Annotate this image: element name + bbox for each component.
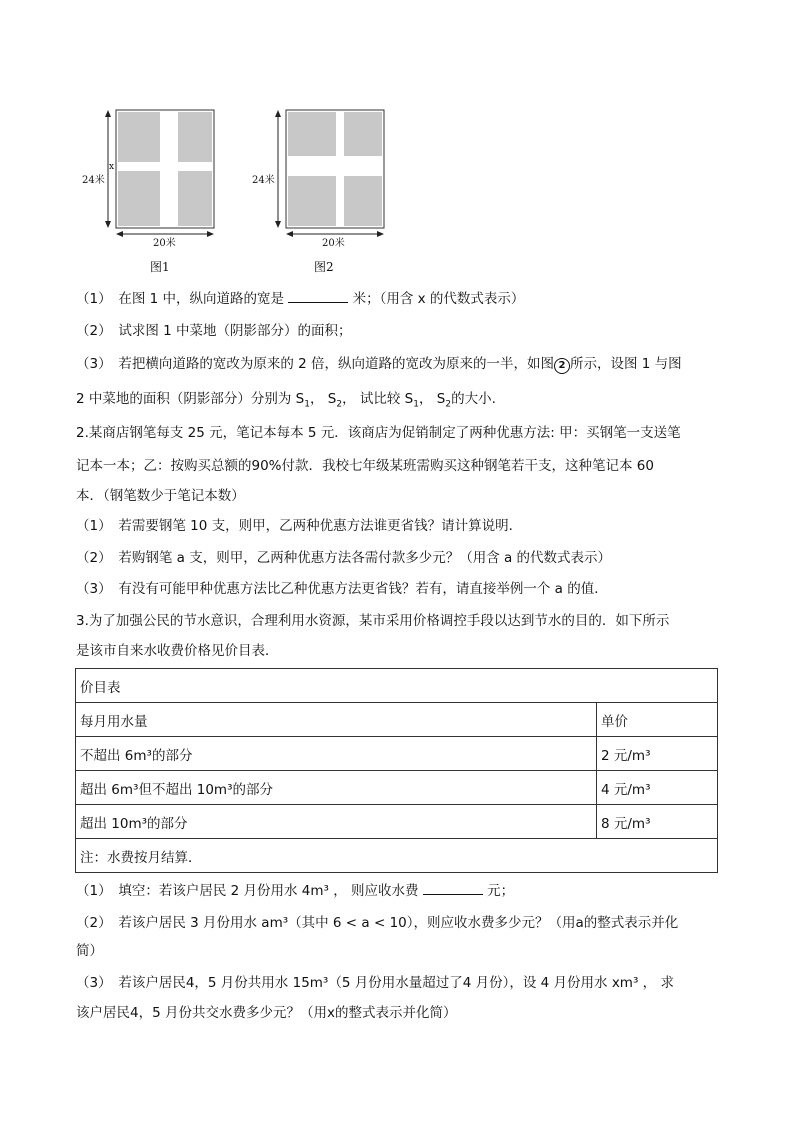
header-usage: 每月用水量 bbox=[76, 703, 597, 737]
p3-question-2: （2） 若该户居民 3 月份用水 am³（其中 6 < a < 10），则应收水费多少元？（用a的整式表示并化 bbox=[76, 915, 679, 931]
p2-stem-line-1: 2.某商店钢笔每支 25 元，笔记本每本 5 元．该商店为促销制定了两种优惠方法: 甲：买钢笔一支送笔 bbox=[76, 425, 681, 441]
fig1-caption: 图1 bbox=[150, 260, 170, 274]
row-usage: 超出 10m³的部分 bbox=[76, 805, 597, 839]
circled-number: 2 bbox=[554, 358, 570, 374]
p1-question-3: （3） 若把横向道路的宽改为原来的 2 倍，纵向道路的宽改为原来的一半，如图 2 所示，设图 1 与图 bbox=[76, 356, 682, 372]
p2-question-2: （2） 若购钢笔 a 支，则甲，乙两种优惠方法各需付款多少元？（用含 a 的代数式表示） bbox=[76, 550, 612, 566]
row-price: 8 元/m³ bbox=[597, 805, 718, 839]
row-price: 2 元/m³ bbox=[597, 737, 718, 771]
p1-question-3-cont: 2 中菜地的面积（阴影部分）分别为 $S_1$， $S_2$， 试比较 $S_1$， $S_2$的大小. bbox=[76, 391, 496, 410]
table-row bbox=[76, 737, 718, 771]
p1-question-2: （2） 试求图 1 中菜地（阴影部分）的面积； bbox=[76, 323, 352, 339]
row-usage: 不超出 6m³的部分 bbox=[76, 737, 597, 771]
table-title: 价目表 bbox=[76, 669, 718, 703]
p3-question-1: （1） 填空：若该户居民 2 月份用水 4m³ ， 则应收水费 元； bbox=[76, 880, 514, 901]
fig1-x-label: x bbox=[109, 162, 115, 172]
fig2-width-label: 20米 bbox=[322, 238, 345, 249]
p3-question-3: （3） 若该户居民4，5 月份共用水 15m³（5 月份用水量超过了4 月份），设 4 月份用水 xm³ ， 求 bbox=[76, 975, 674, 991]
p2-question-3: （3） 有没有可能甲种优惠方法比乙种优惠方法更省钱？若有，请直接举例一个 a 的值． bbox=[76, 581, 608, 597]
p1-question-1: （1） 在图 1 中，纵向道路的宽是 米；（用含 x 的代数式表示） bbox=[76, 288, 524, 309]
header-price: 单价 bbox=[597, 703, 718, 737]
fig2-height-label: 24米 bbox=[252, 175, 275, 186]
fig1-height-label: 24米 bbox=[82, 175, 105, 186]
p3-question-2-cont: 简） bbox=[76, 943, 103, 959]
p2-stem-line-3: 本．（钢笔数少于笔记本数） bbox=[76, 488, 245, 504]
answer-blank bbox=[288, 288, 348, 303]
fig2-caption: 图2 bbox=[314, 260, 334, 274]
p3-stem-line-1: 3.为了加强公民的节水意识，合理利用水资源，某市采用价格调控手段以达到节水的目的．如下所示 bbox=[76, 613, 670, 629]
answer-blank bbox=[423, 880, 483, 895]
p2-question-1: （1） 若需要钢笔 10 支，则甲，乙两种优惠方法谁更省钱？请计算说明． bbox=[76, 518, 523, 534]
p3-stem-line-2: 是该市自来水收费价格见价目表． bbox=[76, 643, 279, 659]
p2-stem-line-2: 记本一本；乙：按购买总额的90%付款．我校七年级某班需购买这种钢笔若干支，这种笔记本 60 bbox=[76, 458, 654, 474]
p3-question-3-cont: 该户居民4，5 月份共交水费多少元？（用x的整式表示并化简） bbox=[76, 1005, 457, 1021]
table-note: 注：水费按月结算． bbox=[76, 839, 718, 873]
table-row bbox=[76, 805, 718, 839]
row-price: 4 元/m³ bbox=[597, 771, 718, 805]
row-usage: 超出 6m³但不超出 10m³的部分 bbox=[76, 771, 597, 805]
table-row bbox=[76, 771, 718, 805]
price-table bbox=[75, 668, 718, 873]
table-header bbox=[76, 703, 718, 737]
fig1-width-label: 20米 bbox=[153, 238, 176, 249]
